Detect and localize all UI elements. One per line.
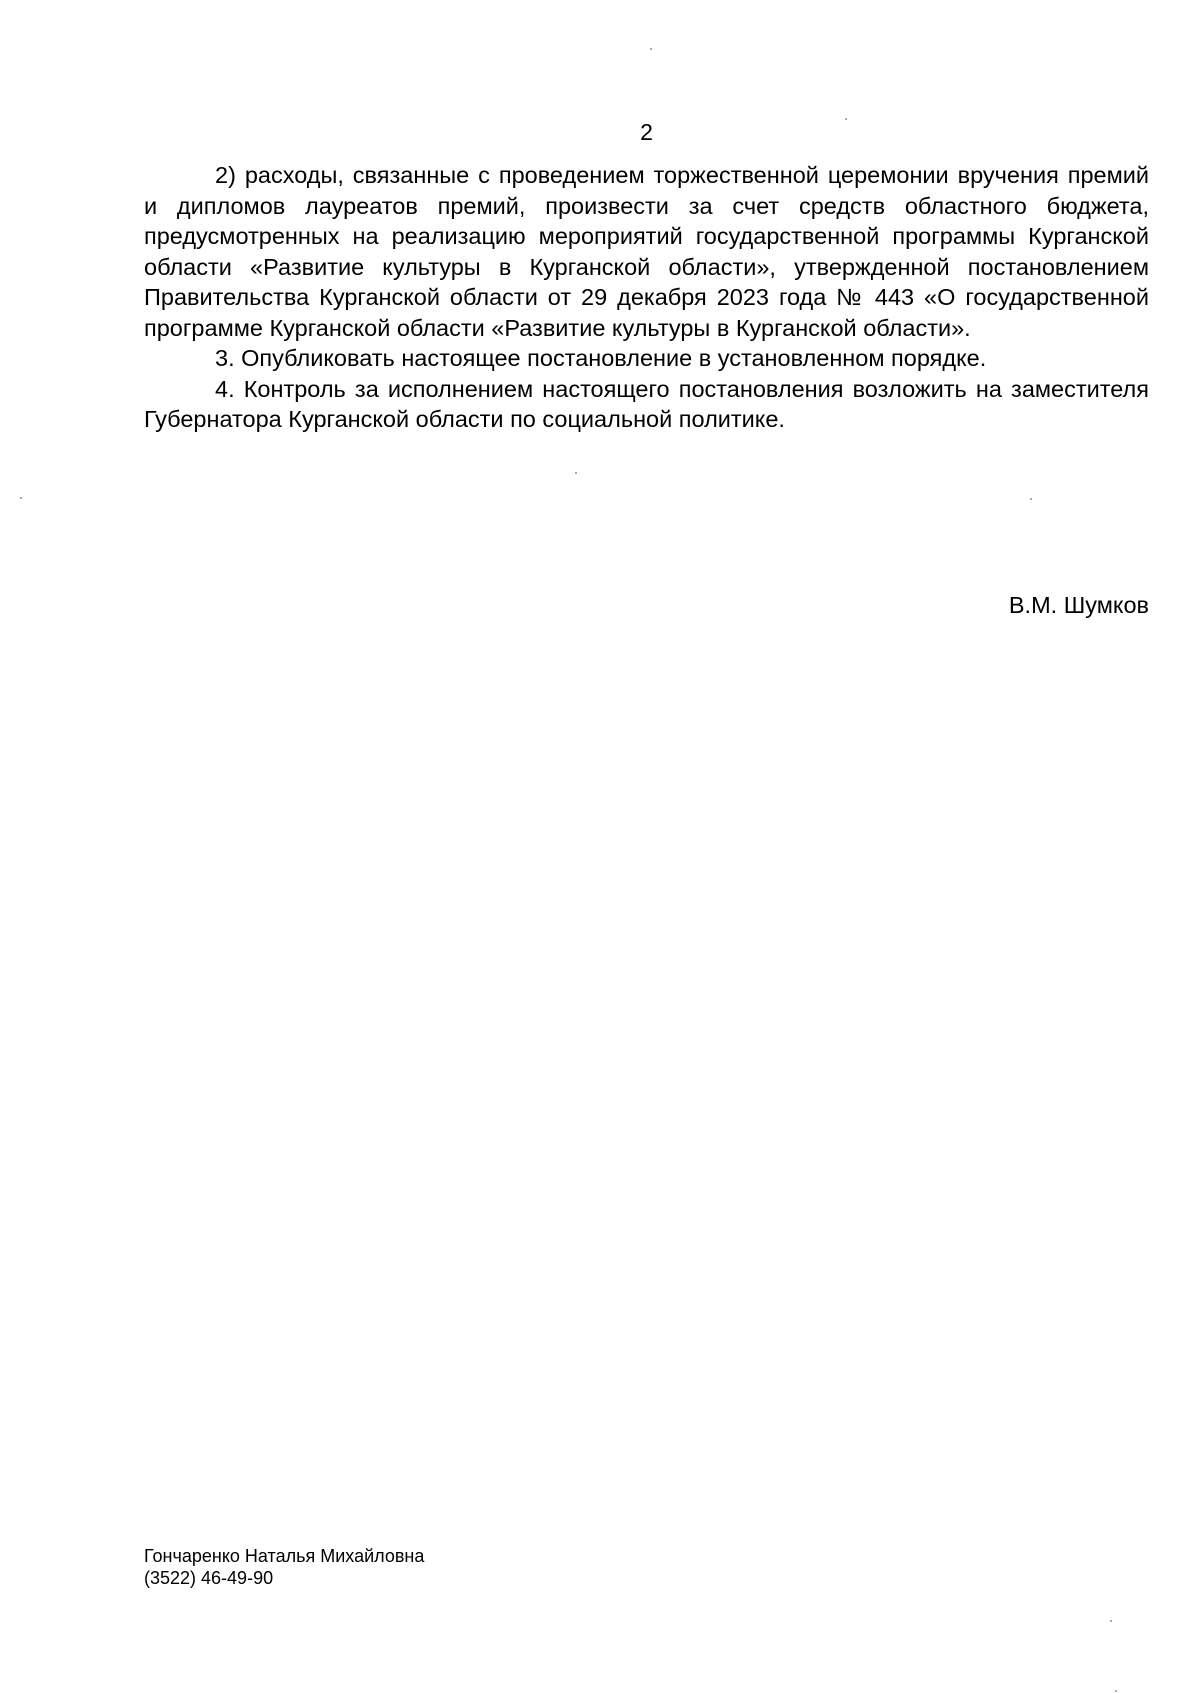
signature-name: В.М. Шумков — [1008, 592, 1149, 618]
page-number: 2 — [640, 119, 653, 145]
footer-author: Гончаренко Наталья Михайловна — [144, 1546, 425, 1566]
paragraph-expenses: 2) расходы, связанные с проведением торжественной церемонии вручения премий и дипломов лауреатов премий, произвести за счет средств областного бюджета, предусмотренных на реализацию мероприятий государственной программы Курганской области «Развитие культуры в Курганской области», утвержденной постановлением Правительства Курганской области от 29 декабря 2023 года № 443 «О государственной программе Курганской области «Развитие культуры в Курганской области». — [144, 162, 1149, 341]
document-body — [144, 160, 1149, 435]
footer-contact — [144, 1545, 424, 1589]
footer-phone: (3522) 46-49-90 — [144, 1568, 274, 1588]
paragraph-publish: 3. Опубликовать настоящее постановление в установленном порядке. — [215, 345, 987, 371]
paragraph-control: 4. Контроль за исполнением настоящего постановления возложить на заместителя Губернатора Курганской области по социальной политике. — [144, 375, 1149, 432]
